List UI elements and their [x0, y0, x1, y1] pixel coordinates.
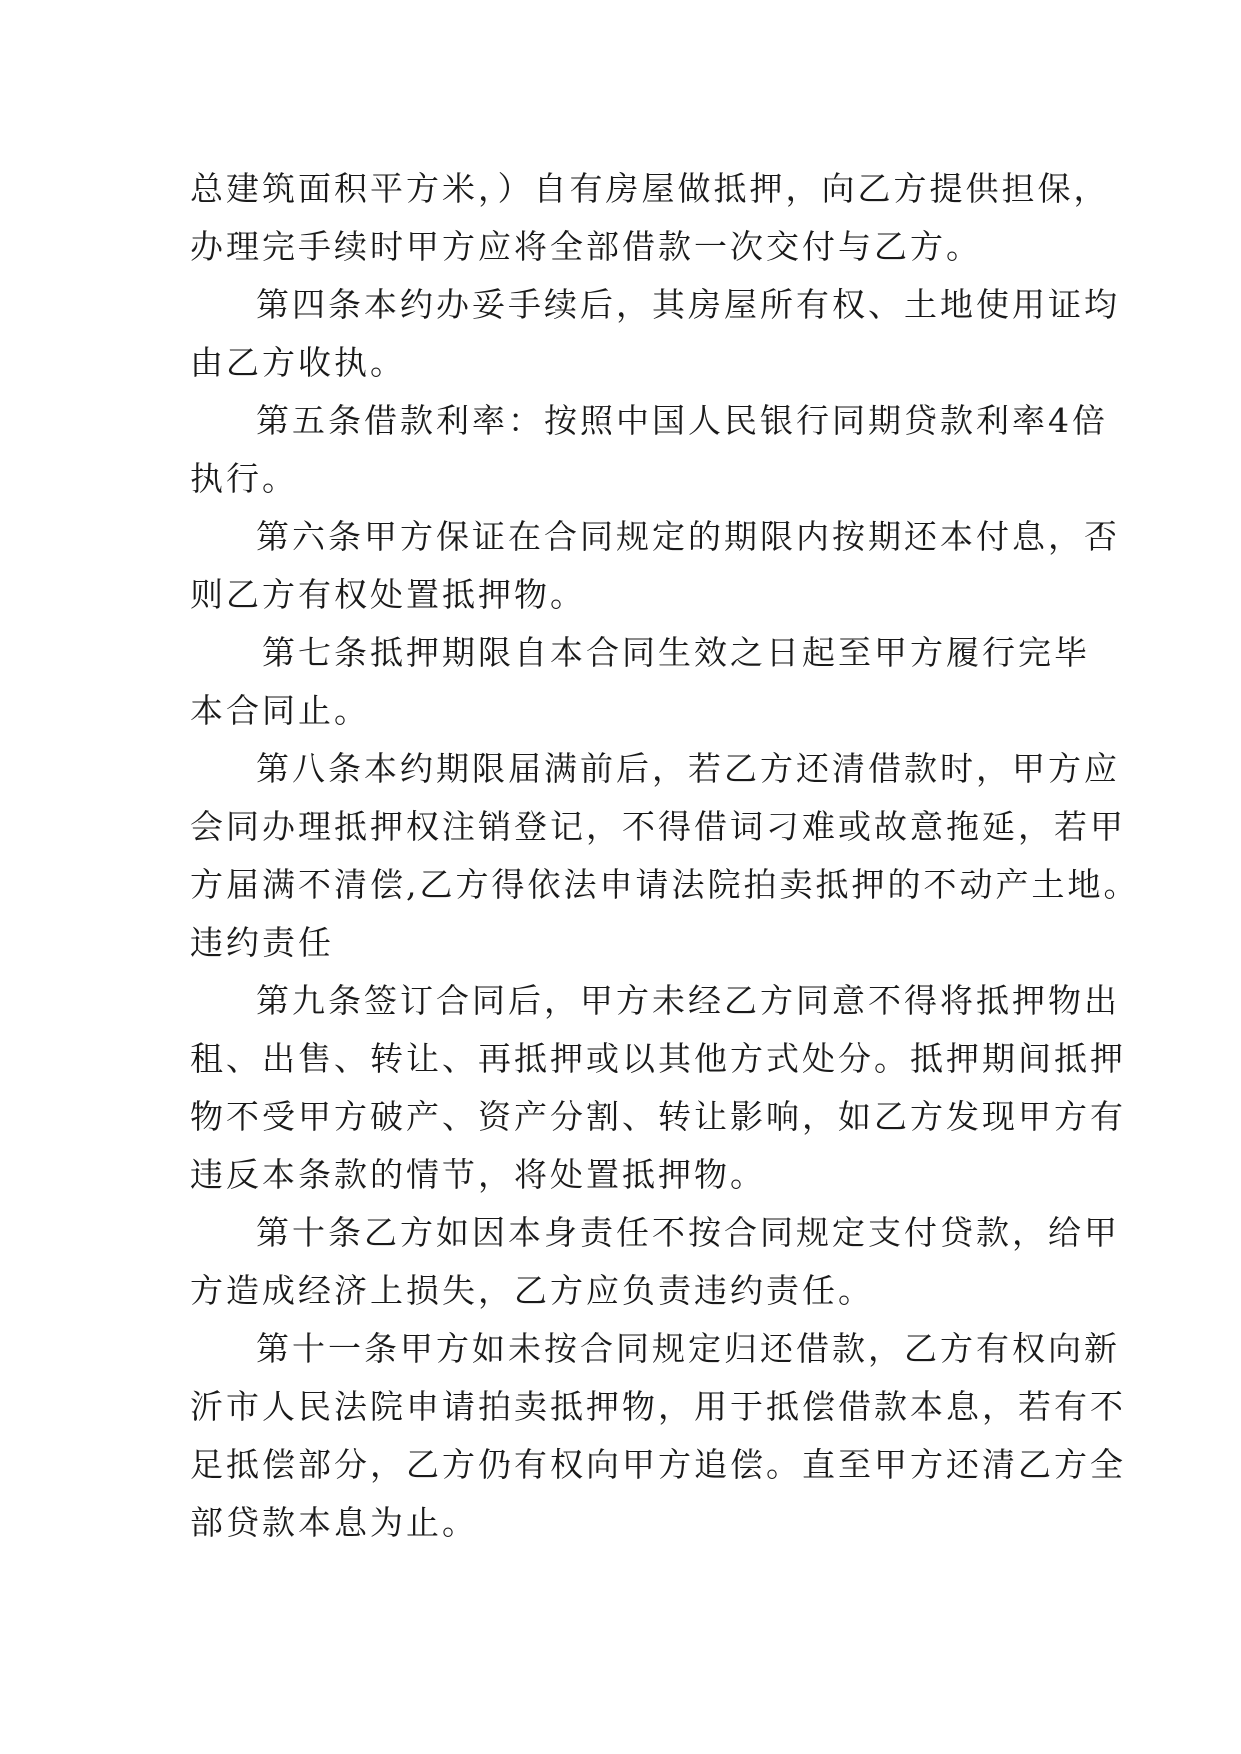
- text-line: 方届满不清偿,乙方得依法申请法院拍卖抵押的不动产土地。: [190, 865, 1140, 904]
- clause-5-start: 第五条借款利率：按照中国人民银行同期贷款利率4倍: [256, 401, 1108, 440]
- clause-4-start: 第四条本约办妥手续后，其房屋所有权、土地使用证均: [256, 285, 1120, 324]
- text-line: 会同办理抵押权注销登记，不得借词刁难或故意拖延，若甲: [190, 807, 1126, 846]
- text-line: 总建筑面积平方米，）自有房屋做抵押，向乙方提供担保，: [190, 169, 1110, 208]
- text-line: 则乙方有权处置抵押物。: [190, 575, 586, 614]
- clause-11-start: 第十一条甲方如未按合同规定归还借款，乙方有权向新: [256, 1329, 1120, 1368]
- text-line: 租、出售、转让、再抵押或以其他方式处分。抵押期间抵押: [190, 1039, 1126, 1078]
- clause-9-start: 第九条签订合同后，甲方未经乙方同意不得将抵押物出: [256, 981, 1120, 1020]
- text-line: 由乙方收执。: [190, 343, 406, 382]
- text-line: 部贷款本息为止。: [190, 1503, 478, 1542]
- clause-7-start: 第七条抵押期限自本合同生效之日起至甲方履行完毕: [262, 633, 1090, 672]
- text-line: 沂市人民法院申请拍卖抵押物，用于抵偿借款本息，若有不: [190, 1387, 1126, 1426]
- clause-6-start: 第六条甲方保证在合同规定的期限内按期还本付息，否: [256, 517, 1120, 556]
- clause-8-start: 第八条本约期限届满前后，若乙方还清借款时，甲方应: [256, 749, 1120, 788]
- document-body: [190, 160, 1140, 1552]
- text-line: 足抵偿部分，乙方仍有权向甲方追偿。直至甲方还清乙方全: [190, 1445, 1126, 1484]
- clause-10-start: 第十条乙方如因本身责任不按合同规定支付贷款，给甲: [256, 1213, 1120, 1252]
- text-line: 方造成经济上损失，乙方应负责违约责任。: [190, 1271, 874, 1310]
- text-line: 执行。: [190, 459, 298, 498]
- text-line: 办理完手续时甲方应将全部借款一次交付与乙方。: [190, 227, 982, 266]
- text-line: 违反本条款的情节，将处置抵押物。: [190, 1155, 766, 1194]
- text-line: 物不受甲方破产、资产分割、转让影响，如乙方发现甲方有: [190, 1097, 1126, 1136]
- section-heading: 违约责任: [190, 923, 334, 962]
- text-line: 本合同止。: [190, 691, 370, 730]
